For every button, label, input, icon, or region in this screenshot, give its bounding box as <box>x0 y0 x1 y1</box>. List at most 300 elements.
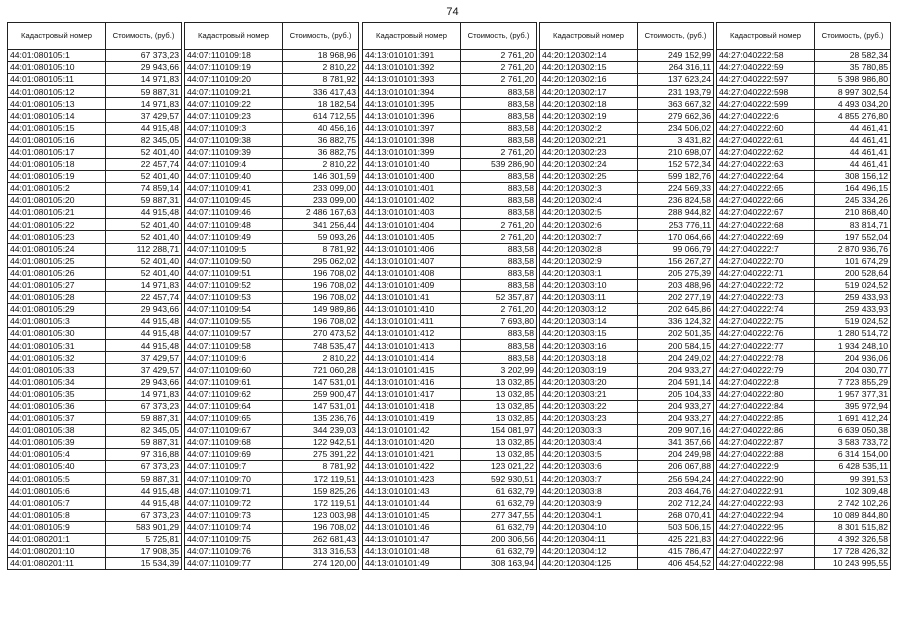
cost-cell: 196 708,02 <box>283 291 359 303</box>
cadastral-number-cell: 44:01:080105:4 <box>8 449 106 461</box>
cadastral-number-cell: 44:27:040222:85 <box>717 412 815 424</box>
table-row <box>540 98 714 110</box>
table-row <box>717 340 891 352</box>
cost-cell: 37 429,57 <box>106 364 182 376</box>
cadastral-number-cell: 44:13:010101:401 <box>363 183 461 195</box>
table-row <box>363 219 537 231</box>
cost-header: Стоимость, (руб.) <box>815 23 891 50</box>
cost-cell: 44 915,48 <box>106 485 182 497</box>
cadastral-number-cell: 44:13:010101:406 <box>363 243 461 255</box>
cadastral-number-cell: 44:20:120304:125 <box>540 557 638 569</box>
table-row <box>185 74 359 86</box>
table-header-row <box>717 23 891 50</box>
cost-cell: 748 535,47 <box>283 340 359 352</box>
cost-cell: 206 067,88 <box>638 461 714 473</box>
cost-cell: 245 334,26 <box>815 195 891 207</box>
cadastral-number-cell: 44:20:120303:1 <box>540 267 638 279</box>
table-row <box>8 195 182 207</box>
cost-cell: 202 645,86 <box>638 303 714 315</box>
cadastral-number-cell: 44:27:040222:79 <box>717 364 815 376</box>
table-row <box>8 74 182 86</box>
cadastral-number-cell: 44:27:040222:95 <box>717 521 815 533</box>
cadastral-number-cell: 44:13:010101:40 <box>363 158 461 170</box>
cadastral-number-cell: 44:01:080105:6 <box>8 485 106 497</box>
table-row <box>8 328 182 340</box>
table-row <box>363 340 537 352</box>
cost-cell: 13 032,85 <box>461 400 537 412</box>
cadastral-number-cell: 44:13:010101:409 <box>363 279 461 291</box>
table-row <box>185 437 359 449</box>
cadastral-number-cell: 44:07:110109:72 <box>185 497 283 509</box>
cadastral-number-cell: 44:13:010101:416 <box>363 376 461 388</box>
cost-cell: 233 099,00 <box>283 183 359 195</box>
table-row <box>185 267 359 279</box>
cadastral-number-cell: 44:01:080105:5 <box>8 473 106 485</box>
cost-cell: 363 667,32 <box>638 98 714 110</box>
table-row <box>8 98 182 110</box>
table-row <box>185 352 359 364</box>
cost-cell: 592 930,51 <box>461 473 537 485</box>
cadastral-number-cell: 44:07:110109:65 <box>185 412 283 424</box>
table-row <box>540 364 714 376</box>
cadastral-number-cell: 44:07:110109:64 <box>185 400 283 412</box>
cost-cell: 264 316,11 <box>638 62 714 74</box>
table-row <box>185 316 359 328</box>
table-row <box>717 545 891 557</box>
cadastral-number-cell: 44:07:110109:39 <box>185 146 283 158</box>
cost-cell: 44 915,48 <box>106 497 182 509</box>
table-row <box>717 255 891 267</box>
table-row <box>185 255 359 267</box>
cost-header: Стоимость, (руб.) <box>283 23 359 50</box>
table-row <box>717 400 891 412</box>
cadastral-number-cell: 44:01:080105:10 <box>8 62 106 74</box>
table-row <box>185 533 359 545</box>
cadastral-number-cell: 44:27:040222:59 <box>717 62 815 74</box>
cadastral-number-cell: 44:27:040222:71 <box>717 267 815 279</box>
table-row <box>8 219 182 231</box>
cadastral-number-cell: 44:27:040222:67 <box>717 207 815 219</box>
table-row <box>8 497 182 509</box>
table-row <box>717 557 891 569</box>
cost-cell: 196 708,02 <box>283 267 359 279</box>
cadastral-number-cell: 44:01:080105:25 <box>8 255 106 267</box>
cadastral-number-cell: 44:07:110109:6 <box>185 352 283 364</box>
cadastral-number-cell: 44:20:120302:7 <box>540 231 638 243</box>
cost-cell: 308 163,94 <box>461 557 537 569</box>
cost-header: Стоимость, (руб.) <box>106 23 182 50</box>
table-row <box>363 388 537 400</box>
table-row <box>540 243 714 255</box>
cadastral-number-cell: 44:27:040222:68 <box>717 219 815 231</box>
cost-cell: 503 506,15 <box>638 521 714 533</box>
table-row <box>363 134 537 146</box>
cadastral-number-cell: 44:20:120304:1 <box>540 509 638 521</box>
cadastral-number-cell: 44:01:080105:39 <box>8 437 106 449</box>
cost-cell: 29 943,66 <box>106 376 182 388</box>
cadastral-number-cell: 44:20:120302:19 <box>540 110 638 122</box>
table-row <box>8 122 182 134</box>
cost-cell: 36 882,75 <box>283 146 359 158</box>
cadastral-number-cell: 44:01:080105:12 <box>8 86 106 98</box>
cadastral-number-cell: 44:13:010101:42 <box>363 424 461 436</box>
cadastral-number-cell: 44:27:040222:61 <box>717 134 815 146</box>
cadastral-number-cell: 44:13:010101:398 <box>363 134 461 146</box>
cadastral-number-cell: 44:13:010101:421 <box>363 449 461 461</box>
table-row <box>717 328 891 340</box>
cost-table-3 <box>362 22 537 570</box>
table-row <box>363 412 537 424</box>
table-row <box>540 388 714 400</box>
cadastral-number-cell: 44:27:040222:80 <box>717 388 815 400</box>
cadastral-number-cell: 44:27:040222:93 <box>717 497 815 509</box>
table-row <box>540 400 714 412</box>
cadastral-number-cell: 44:20:120302:3 <box>540 183 638 195</box>
cadastral-number-cell: 44:13:010101:405 <box>363 231 461 243</box>
cost-cell: 4 855 276,80 <box>815 110 891 122</box>
cadastral-number-cell: 44:27:040222:76 <box>717 328 815 340</box>
cadastral-number-cell: 44:01:080105:33 <box>8 364 106 376</box>
cost-cell: 8 301 515,82 <box>815 521 891 533</box>
cost-cell: 204 249,98 <box>638 449 714 461</box>
cost-cell: 83 814,71 <box>815 219 891 231</box>
table-row <box>540 134 714 146</box>
table-row <box>185 461 359 473</box>
cadastral-number-cell: 44:07:110109:49 <box>185 231 283 243</box>
table-row <box>717 424 891 436</box>
cadastral-number-cell: 44:13:010101:43 <box>363 485 461 497</box>
cost-cell: 7 693,80 <box>461 316 537 328</box>
table-row <box>363 328 537 340</box>
table-row <box>540 110 714 122</box>
cost-cell: 599 182,76 <box>638 170 714 182</box>
table-row <box>8 134 182 146</box>
cadastral-number-cell: 44:20:120303:22 <box>540 400 638 412</box>
table-row <box>717 461 891 473</box>
table-row <box>363 461 537 473</box>
cadastral-number-cell: 44:13:010101:410 <box>363 303 461 315</box>
cadastral-number-cell: 44:13:010101:46 <box>363 521 461 533</box>
cadastral-number-cell: 44:27:040222:91 <box>717 485 815 497</box>
cost-cell: 883,58 <box>461 122 537 134</box>
table-row <box>540 328 714 340</box>
cost-cell: 44 915,48 <box>106 122 182 134</box>
cost-cell: 61 632,79 <box>461 521 537 533</box>
table-row <box>185 340 359 352</box>
cadastral-number-cell: 44:13:010101:49 <box>363 557 461 569</box>
cost-cell: 203 488,96 <box>638 279 714 291</box>
cadastral-number-cell: 44:01:080201:1 <box>8 533 106 545</box>
cost-cell: 74 859,14 <box>106 183 182 195</box>
cadastral-number-cell: 44:01:080105:3 <box>8 316 106 328</box>
cadastral-number-cell: 44:01:080105:7 <box>8 497 106 509</box>
cadastral-number-cell: 44:20:120303:12 <box>540 303 638 315</box>
cost-cell: 36 882,75 <box>283 134 359 146</box>
table-row <box>540 461 714 473</box>
cost-cell: 205 275,39 <box>638 267 714 279</box>
table-row <box>185 473 359 485</box>
table-row <box>185 545 359 557</box>
cadastral-number-cell: 44:13:010101:414 <box>363 352 461 364</box>
cadastral-number-cell: 44:13:010101:407 <box>363 255 461 267</box>
cost-cell: 341 357,66 <box>638 437 714 449</box>
table-row <box>185 50 359 62</box>
cost-cell: 14 971,83 <box>106 279 182 291</box>
table-row <box>363 437 537 449</box>
cost-cell: 123 003,98 <box>283 509 359 521</box>
cost-cell: 22 457,74 <box>106 158 182 170</box>
cost-header: Стоимость, (руб.) <box>461 23 537 50</box>
cost-cell: 61 632,79 <box>461 497 537 509</box>
cadastral-number-cell: 44:20:120303:20 <box>540 376 638 388</box>
table-row <box>540 485 714 497</box>
table-row <box>540 291 714 303</box>
cost-cell: 29 943,66 <box>106 62 182 74</box>
cost-cell: 2 810,22 <box>283 352 359 364</box>
cadastral-number-cell: 44:01:080105:11 <box>8 74 106 86</box>
cost-cell: 1 934 248,10 <box>815 340 891 352</box>
cost-cell: 539 286,90 <box>461 158 537 170</box>
cadastral-number-cell: 44:01:080105:38 <box>8 424 106 436</box>
cost-cell: 259 900,47 <box>283 388 359 400</box>
cost-table-4 <box>539 22 714 570</box>
cadastral-number-cell: 44:01:080105:36 <box>8 400 106 412</box>
table-row <box>185 231 359 243</box>
table-row <box>363 364 537 376</box>
cadastral-number-cell: 44:20:120304:10 <box>540 521 638 533</box>
table-row <box>185 122 359 134</box>
cadastral-number-cell: 44:20:120302:9 <box>540 255 638 267</box>
cadastral-number-cell: 44:20:120304:11 <box>540 533 638 545</box>
cost-header: Стоимость, (руб.) <box>638 23 714 50</box>
cadastral-number-cell: 44:01:080105:34 <box>8 376 106 388</box>
cost-cell: 202 501,35 <box>638 328 714 340</box>
cadastral-number-cell: 44:20:120303:5 <box>540 449 638 461</box>
table-row <box>717 158 891 170</box>
cost-cell: 2 810,22 <box>283 62 359 74</box>
cost-cell: 40 456,16 <box>283 122 359 134</box>
cadastral-number-cell: 44:20:120302:21 <box>540 134 638 146</box>
cadastral-number-cell: 44:20:120303:19 <box>540 364 638 376</box>
cadastral-number-cell: 44:13:010101:396 <box>363 110 461 122</box>
table-row <box>717 303 891 315</box>
table-row <box>540 412 714 424</box>
cost-cell: 52 401,40 <box>106 255 182 267</box>
cost-cell: 10 089 844,80 <box>815 509 891 521</box>
cadastral-number-cell: 44:13:010101:48 <box>363 545 461 557</box>
cost-cell: 122 942,51 <box>283 437 359 449</box>
cost-cell: 8 781,92 <box>283 461 359 473</box>
cadastral-number-cell: 44:07:110109:77 <box>185 557 283 569</box>
cadastral-number-cell: 44:13:010101:412 <box>363 328 461 340</box>
cost-cell: 2 761,20 <box>461 74 537 86</box>
cost-cell: 102 309,48 <box>815 485 891 497</box>
cadastral-number-cell: 44:27:040222:97 <box>717 545 815 557</box>
table-row <box>717 134 891 146</box>
table-row <box>363 231 537 243</box>
cost-cell: 8 781,92 <box>283 243 359 255</box>
table-row <box>717 243 891 255</box>
table-row <box>8 255 182 267</box>
table-row <box>540 424 714 436</box>
cadastral-number-cell: 44:20:120302:6 <box>540 219 638 231</box>
table-row <box>185 183 359 195</box>
cadastral-number-cell: 44:20:120302:17 <box>540 86 638 98</box>
cost-cell: 149 989,86 <box>283 303 359 315</box>
table-row <box>540 509 714 521</box>
table-row <box>717 86 891 98</box>
cadastral-number-cell: 44:20:120303:3 <box>540 424 638 436</box>
table-row <box>185 62 359 74</box>
table-row <box>185 195 359 207</box>
table-row <box>8 557 182 569</box>
table-row <box>540 557 714 569</box>
cadastral-number-cell: 44:27:040222:96 <box>717 533 815 545</box>
cost-cell: 262 681,43 <box>283 533 359 545</box>
table-row <box>363 303 537 315</box>
cost-cell: 2 761,20 <box>461 219 537 231</box>
table-row <box>363 255 537 267</box>
cadastral-number-cell: 44:27:040222:597 <box>717 74 815 86</box>
cost-cell: 308 156,12 <box>815 170 891 182</box>
cadastral-number-cell: 44:07:110109:60 <box>185 364 283 376</box>
cadastral-number-cell: 44:20:120303:21 <box>540 388 638 400</box>
cost-cell: 6 428 535,11 <box>815 461 891 473</box>
table-row <box>8 291 182 303</box>
cadastral-number-cell: 44:07:110109:68 <box>185 437 283 449</box>
cadastral-number-cell: 44:20:120303:10 <box>540 279 638 291</box>
table-row <box>185 388 359 400</box>
cost-cell: 883,58 <box>461 110 537 122</box>
cost-cell: 17 908,35 <box>106 545 182 557</box>
cost-cell: 99 066,79 <box>638 243 714 255</box>
cost-cell: 67 373,23 <box>106 509 182 521</box>
cadastral-number-cell: 44:07:110109:46 <box>185 207 283 219</box>
page-number: 74 <box>446 6 459 18</box>
table-row <box>185 134 359 146</box>
cadastral-number-header: Кадастровый номер <box>540 23 638 50</box>
cadastral-number-cell: 44:01:080105:26 <box>8 267 106 279</box>
cost-cell: 233 099,00 <box>283 195 359 207</box>
cadastral-number-cell: 44:20:120303:23 <box>540 412 638 424</box>
cost-cell: 883,58 <box>461 243 537 255</box>
cadastral-number-cell: 44:13:010101:402 <box>363 195 461 207</box>
cost-cell: 277 347,55 <box>461 509 537 521</box>
cost-cell: 59 887,31 <box>106 86 182 98</box>
cadastral-number-cell: 44:01:080105:30 <box>8 328 106 340</box>
cadastral-number-cell: 44:27:040222:58 <box>717 50 815 62</box>
table-row <box>8 267 182 279</box>
cost-cell: 883,58 <box>461 279 537 291</box>
table-row <box>717 521 891 533</box>
table-row <box>185 158 359 170</box>
cadastral-number-cell: 44:27:040222:9 <box>717 461 815 473</box>
cost-cell: 224 569,33 <box>638 183 714 195</box>
table-row <box>717 437 891 449</box>
table-row <box>363 74 537 86</box>
cadastral-number-cell: 44:20:120302:8 <box>540 243 638 255</box>
table-row <box>717 195 891 207</box>
table-row <box>717 533 891 545</box>
cost-cell: 4 493 034,20 <box>815 98 891 110</box>
cost-cell: 28 582,34 <box>815 50 891 62</box>
table-row <box>185 521 359 533</box>
cost-cell: 275 391,22 <box>283 449 359 461</box>
cadastral-number-cell: 44:07:110109:7 <box>185 461 283 473</box>
cadastral-number-cell: 44:07:110109:48 <box>185 219 283 231</box>
cadastral-number-cell: 44:27:040222:599 <box>717 98 815 110</box>
table-row <box>185 449 359 461</box>
table-row <box>717 352 891 364</box>
table-row <box>540 74 714 86</box>
cost-cell: 67 373,23 <box>106 50 182 62</box>
table-row <box>8 303 182 315</box>
table-row <box>363 557 537 569</box>
cost-cell: 279 662,36 <box>638 110 714 122</box>
cadastral-number-cell: 44:27:040222:6 <box>717 110 815 122</box>
table-row <box>540 158 714 170</box>
cost-cell: 210 698,07 <box>638 146 714 158</box>
table-row <box>540 437 714 449</box>
cadastral-number-cell: 44:27:040222:65 <box>717 183 815 195</box>
table-row <box>363 509 537 521</box>
table-row <box>185 98 359 110</box>
cadastral-number-cell: 44:13:010101:415 <box>363 364 461 376</box>
cost-cell: 883,58 <box>461 98 537 110</box>
cadastral-number-cell: 44:07:110109:23 <box>185 110 283 122</box>
table-row <box>363 243 537 255</box>
cadastral-number-cell: 44:27:040222:78 <box>717 352 815 364</box>
cost-cell: 59 887,31 <box>106 473 182 485</box>
cadastral-number-cell: 44:13:010101:403 <box>363 207 461 219</box>
table-row <box>540 183 714 195</box>
table-row <box>363 497 537 509</box>
table-row <box>363 98 537 110</box>
cadastral-number-cell: 44:13:010101:45 <box>363 509 461 521</box>
table-row <box>185 328 359 340</box>
table-row <box>363 86 537 98</box>
cost-cell: 44 915,48 <box>106 316 182 328</box>
cost-cell: 146 301,59 <box>283 170 359 182</box>
cost-cell: 583 901,29 <box>106 521 182 533</box>
cadastral-number-cell: 44:27:040222:598 <box>717 86 815 98</box>
cadastral-number-cell: 44:07:110109:41 <box>185 183 283 195</box>
cadastral-number-cell: 44:07:110109:38 <box>185 134 283 146</box>
table-row <box>8 521 182 533</box>
cadastral-number-cell: 44:20:120302:4 <box>540 195 638 207</box>
cadastral-number-cell: 44:27:040222:88 <box>717 449 815 461</box>
cadastral-number-cell: 44:01:080105:18 <box>8 158 106 170</box>
table-row <box>8 279 182 291</box>
table-row <box>363 545 537 557</box>
cost-cell: 59 093,26 <box>283 231 359 243</box>
cost-cell: 200 584,15 <box>638 340 714 352</box>
table-row <box>363 352 537 364</box>
cadastral-number-header: Кадастровый номер <box>363 23 461 50</box>
cadastral-number-cell: 44:07:110109:70 <box>185 473 283 485</box>
table-row <box>8 449 182 461</box>
cost-cell: 2 761,20 <box>461 231 537 243</box>
table-row <box>540 521 714 533</box>
cadastral-number-cell: 44:07:110109:58 <box>185 340 283 352</box>
table-row <box>8 146 182 158</box>
cadastral-number-cell: 44:13:010101:391 <box>363 50 461 62</box>
table-row <box>540 231 714 243</box>
table-row <box>8 86 182 98</box>
cost-cell: 22 457,74 <box>106 291 182 303</box>
cost-cell: 883,58 <box>461 207 537 219</box>
cost-cell: 10 243 995,55 <box>815 557 891 569</box>
